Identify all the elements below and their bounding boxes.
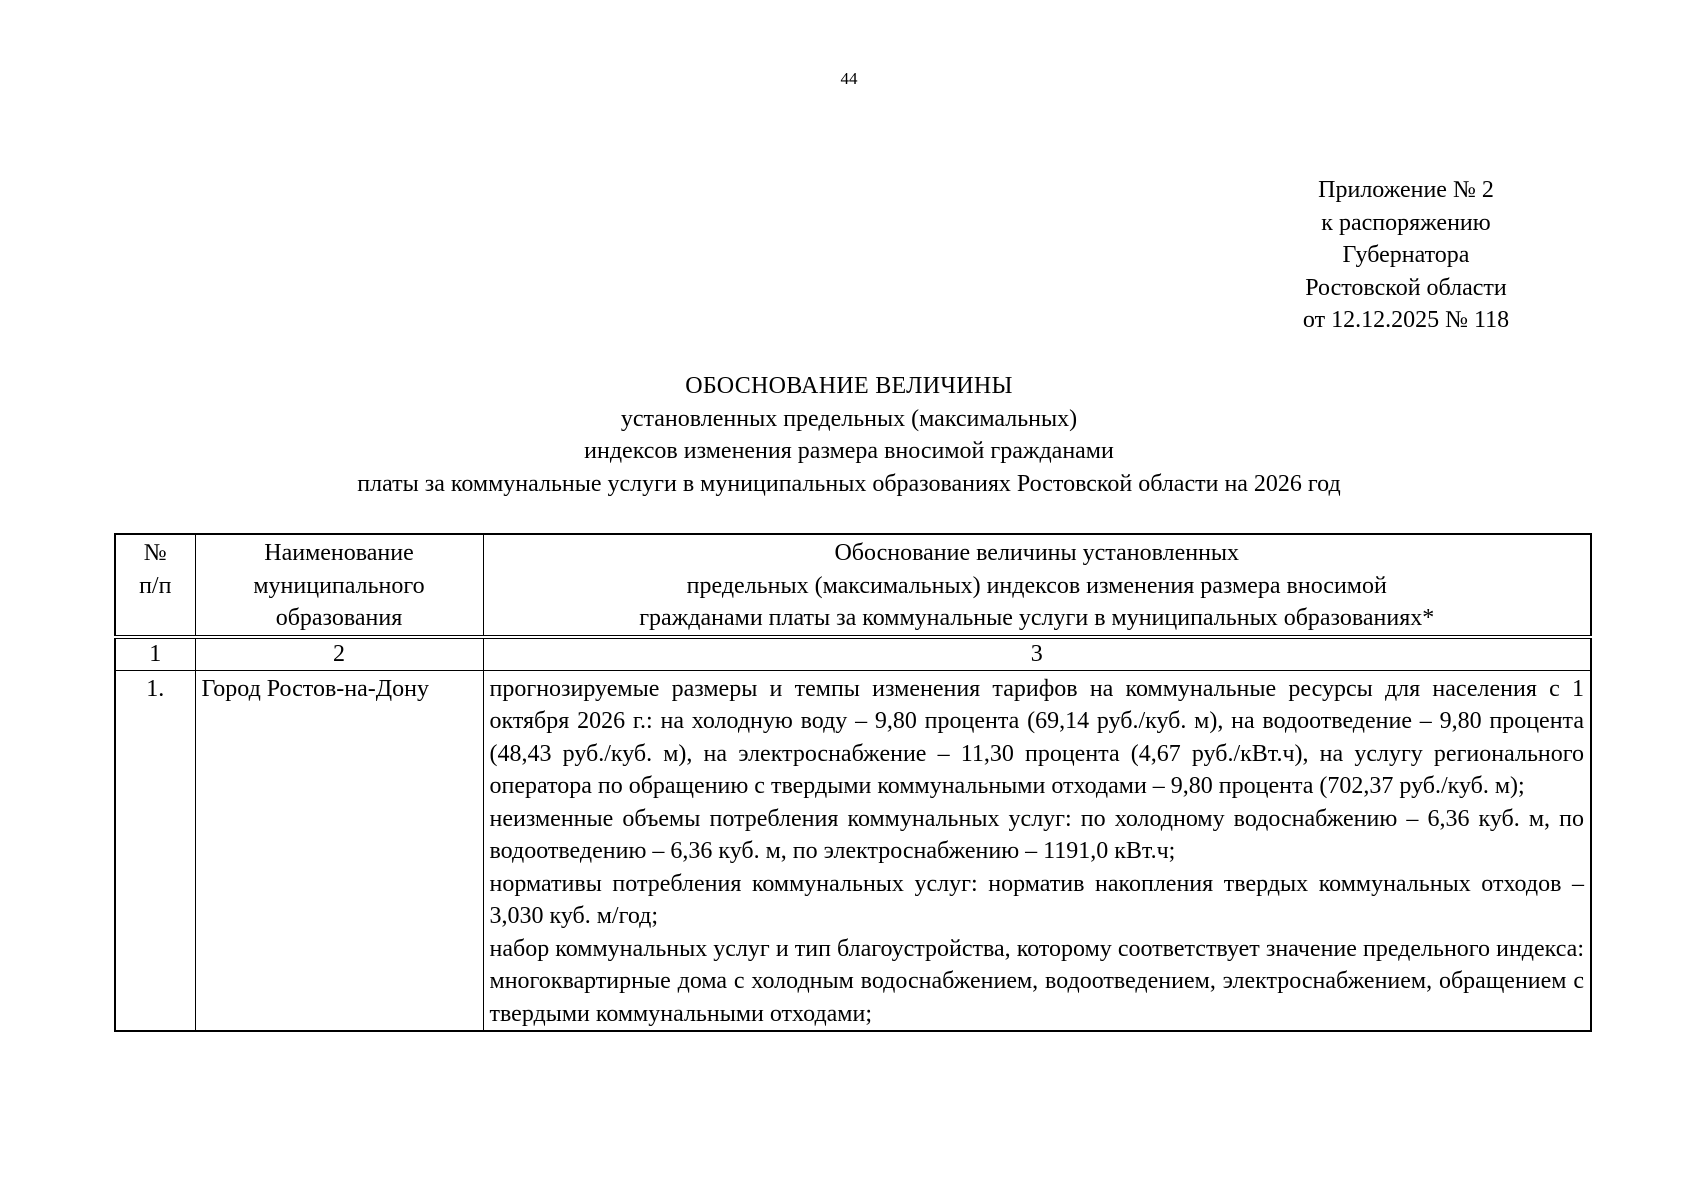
justification-table bbox=[114, 533, 1592, 1032]
table-row bbox=[115, 670, 1591, 1031]
title-line: платы за коммунальные услуги в муниципальных образованиях Ростовской области на 2026 год bbox=[357, 470, 1341, 497]
appendix-line: от 12.12.2025 № 118 bbox=[1302, 307, 1510, 333]
municipality-name: Город Ростов-на-Дону bbox=[195, 670, 483, 1031]
column-number: 3 bbox=[483, 637, 1591, 671]
header-line: № bbox=[143, 540, 167, 566]
page-number: 44 bbox=[840, 69, 858, 88]
justification-paragraph: набор коммунальных услуг и тип благоустройства, которому соответствует значение предельного индекса: многоквартирные дома с холодным водоснабжением, водоотведением, электроснабжением, обращением с твердыми коммунальными отходами; bbox=[489, 935, 1584, 1027]
header-cell-name bbox=[195, 534, 483, 637]
header-line: предельных (максимальных) индексов изменения размера вносимой bbox=[686, 572, 1387, 599]
appendix-block bbox=[1256, 174, 1556, 337]
column-number-row bbox=[115, 637, 1591, 671]
column-number: 1 bbox=[115, 637, 195, 671]
justification-content bbox=[483, 670, 1591, 1031]
header-line: муниципального bbox=[253, 572, 425, 599]
header-cell-justification bbox=[483, 534, 1591, 637]
justification-paragraph: прогнозируемые размеры и темпы изменения тарифов на коммунальные ресурсы для населения с 1 октября 2026 г.: на холодную воду – 9,80 процента (69,14 руб./куб. м), на водоотведение – 9,80 процента (48,43 руб./куб. м), на электроснабжение – 11,30 процента (4,67 руб./кВт.ч), на услугу регионального оператора по обращению с твердыми коммунальными отходами – 9,80 процента (702,37 руб./куб. м); bbox=[489, 675, 1584, 799]
header-line: образования bbox=[275, 605, 403, 631]
appendix-line: Приложение № 2 bbox=[1318, 177, 1494, 203]
justification-paragraph: неизменные объемы потребления коммунальных услуг: по холодному водоснабжению – 6,36 куб. м, по водоотведению – 6,36 куб. м, по электроснабжению – 1191,0 кВт.ч; bbox=[489, 805, 1584, 864]
row-number: 1. bbox=[115, 670, 195, 1031]
title-line: установленных предельных (максимальных) bbox=[620, 405, 1078, 432]
title-heading: ОБОСНОВАНИЕ ВЕЛИЧИНЫ bbox=[685, 373, 1013, 399]
header-cell-number bbox=[115, 534, 195, 637]
header-line: Наименование bbox=[264, 540, 414, 566]
header-line: Обоснование величины установленных bbox=[834, 540, 1240, 566]
appendix-line: Ростовской области bbox=[1305, 274, 1507, 301]
appendix-line: Губернатора bbox=[1342, 242, 1470, 268]
header-line: п/п bbox=[139, 572, 172, 599]
header-line: гражданами платы за коммунальные услуги в муниципальных образованиях* bbox=[639, 605, 1435, 631]
justification-paragraph: нормативы потребления коммунальных услуг: норматив накопления твердых коммунальных отходов – 3,030 куб. м/год; bbox=[489, 870, 1584, 929]
column-number: 2 bbox=[195, 637, 483, 671]
document-title bbox=[0, 370, 1698, 500]
title-line: индексов изменения размера вносимой гражданами bbox=[584, 438, 1114, 464]
table-header-row bbox=[115, 534, 1591, 637]
appendix-line: к распоряжению bbox=[1321, 209, 1491, 236]
